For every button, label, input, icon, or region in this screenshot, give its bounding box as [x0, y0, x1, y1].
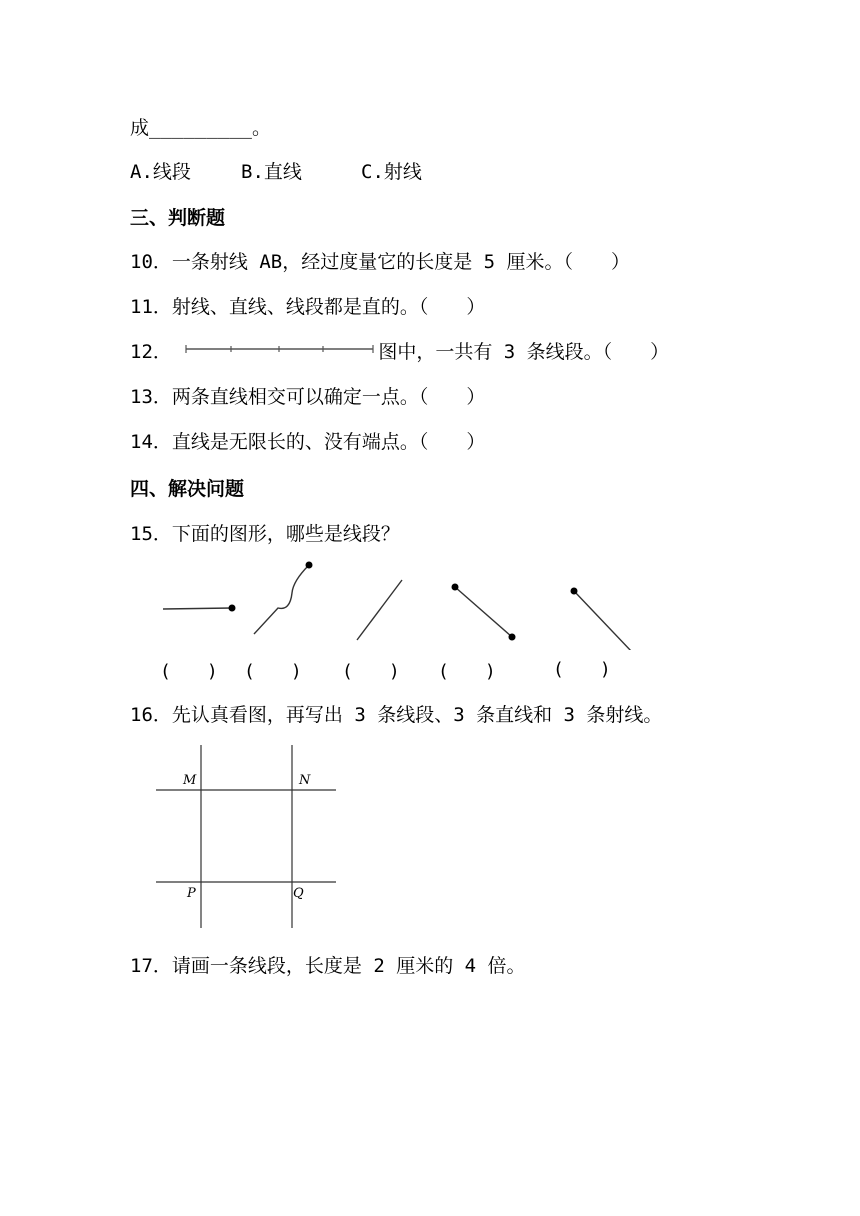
- answer-blank-4[interactable]: ( ): [438, 661, 496, 682]
- q12-segment-figure: [183, 340, 378, 364]
- q9-options: [130, 160, 530, 184]
- question-17: 17．请画一条线段，长度是 2 厘米的 4 倍。: [130, 955, 526, 977]
- q15-figures: [150, 555, 650, 650]
- answer-blank-3[interactable]: ( ): [342, 661, 400, 682]
- figure-5-ray: [571, 588, 633, 651]
- question-12-text: 图中，一共有 3 条线段。（ ）: [378, 341, 670, 363]
- figure-3-line: [357, 580, 402, 640]
- label-p: P: [187, 886, 196, 901]
- section-3-title: 三、判断题: [130, 207, 226, 229]
- figure-1-ray-with-endpoint: [163, 605, 236, 612]
- label-m: M: [183, 773, 197, 788]
- question-16: 16．先认真看图，再写出 3 条线段、3 条直线和 3 条射线。: [130, 704, 663, 726]
- q9-continuation: 成_________。: [130, 117, 271, 139]
- section-4-title: 四、解决问题: [130, 478, 245, 500]
- question-15: 15．下面的图形，哪些是线段？: [130, 523, 400, 545]
- figure-4-segment: [452, 584, 516, 641]
- answer-blank-1[interactable]: ( ): [160, 661, 218, 682]
- label-q: Q: [293, 886, 304, 901]
- option-c[interactable]: C.射线: [361, 161, 422, 183]
- label-n: N: [299, 773, 311, 788]
- figure-2-curve: [254, 562, 313, 635]
- question-12: [130, 340, 669, 364]
- option-a[interactable]: A.线段: [130, 161, 191, 183]
- answer-blank-2[interactable]: ( ): [244, 661, 302, 682]
- question-14: 14．直线是无限长的、没有端点。（ ）: [130, 431, 486, 453]
- question-11: 11．射线、直线、线段都是直的。（ ）: [130, 296, 486, 318]
- answer-blank-5[interactable]: ( ): [553, 659, 611, 680]
- question-13: 13．两条直线相交可以确定一点。（ ）: [130, 386, 486, 408]
- option-b[interactable]: B.直线: [241, 161, 302, 183]
- question-10: 10．一条射线 AB，经过度量它的长度是 5 厘米。（ ）: [130, 251, 631, 273]
- q16-grid-figure: [150, 740, 350, 935]
- question-12-number: 12．: [130, 341, 172, 363]
